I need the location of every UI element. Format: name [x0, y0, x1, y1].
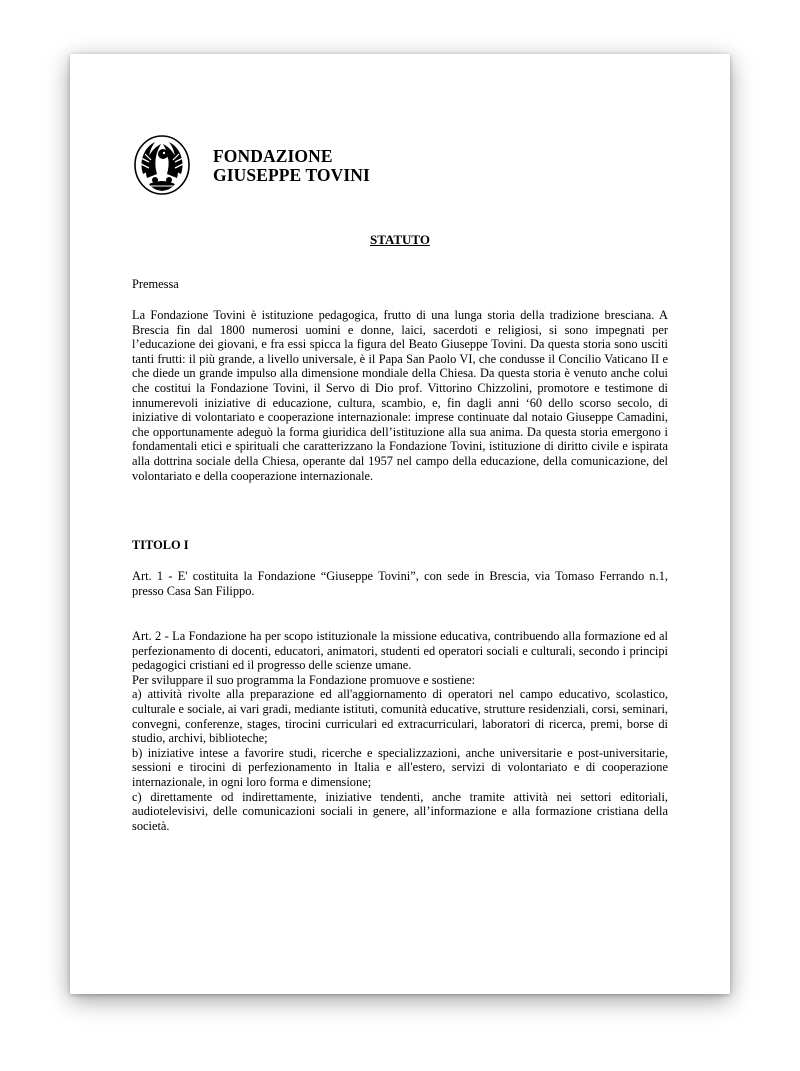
- premessa-heading: Premessa: [132, 277, 179, 291]
- org-name-line2: GIUSEPPE TOVINI: [213, 165, 370, 185]
- pelican-logo-icon: [133, 134, 191, 196]
- document-page: [70, 54, 730, 994]
- document-title: STATUTO: [370, 232, 430, 247]
- titolo-heading: TITOLO I: [132, 538, 189, 552]
- org-name-line1: FONDAZIONE: [213, 146, 333, 166]
- article-2-program: Per sviluppare il suo programma la Fondazione promuove e sostiene:: [132, 672, 476, 687]
- article-2: [132, 629, 668, 833]
- article-2-item-a: a) attività rivolte alla preparazione ed all'aggiornamento di operatori nel campo educativo, scolastico, culturale e sociale, ai vari gradi, mediante istituti, comunità educative, strutture residenziali, corsi, seminari, convegni, conferenze, stages, tirocini curriculari ed extracurriculari, laboratori di ricerca, premi, borse di studio, archivi, biblioteche;: [132, 687, 668, 746]
- organization-name: [213, 147, 370, 185]
- premessa-paragraph: La Fondazione Tovini è istituzione pedagogica, frutto di una lunga storia della tradizione bresciana. A Brescia fin dal 1800 numerosi uomini e donne, laici, sacerdoti e religiosi, si sono impegnati per l’educazione dei giovani, e fra essi spicca la figura del Beato Giuseppe Tovini. Da questa storia sono usciti tanti frutti: il più grande, a livello universale, è il Papa San Paolo VI, che condusse il Concilio Vaticano II e che diede un grande impulso alla dimensione mondiale della Chiesa. Da questa storia è venuto anche colui che costitui la Fondazione Tovini, il Servo di Dio prof. Vittorino Chizzolini, promotore e testimone di innumerevoli iniziative di educazione, cultura, scambio, e, fin dagli anni ‘60 dello scorso secolo, di iniziative di volontariato e cooperazione internazionale: imprese continuate dal notaio Giuseppe Camadini, che opportunamente adeguò la forma giuridica dell’istituzione alla sua anima. Da questa storia emergono i fondamentali etici e spirituali che caratterizzano la Fondazione Tovini, istituzione di diritto civile e ispirata alla dottrina sociale della Chiesa, operante dal 1957 nel campo della educazione, della comunicazione, del volontariato e della cooperazione internazionale.: [132, 308, 668, 483]
- article-2-item-c: c) direttamente od indirettamente, iniziative tendenti, anche tramite attività nei settori editoriali, audiotelevisivi, delle comunicazioni sociali in genere, all’informazione e alla formazione cristiana della società.: [132, 789, 668, 833]
- article-2-intro: Art. 2 - La Fondazione ha per scopo istituzionale la missione educativa, contribuendo alla formazione ed al perfezionamento di docenti, educatori, animatori, studenti ed operatori sociali e culturali, secondo i principi pedagogici cristiani ed il progresso delle scienze umane.: [132, 629, 668, 673]
- article-2-item-b: b) iniziative intese a favorire studi, ricerche e specializzazioni, anche universitarie e post-universitarie, sessioni e tirocini di perfezionamento in Italia e all'estero, servizi di volontariato e di cooperazione internazionale, in ogni loro forma e dimensione;: [132, 745, 668, 789]
- article-1: Art. 1 - E' costituita la Fondazione “Giuseppe Tovini”, con sede in Brescia, via Tomaso Ferrando n.1, presso Casa San Filippo.: [132, 569, 668, 598]
